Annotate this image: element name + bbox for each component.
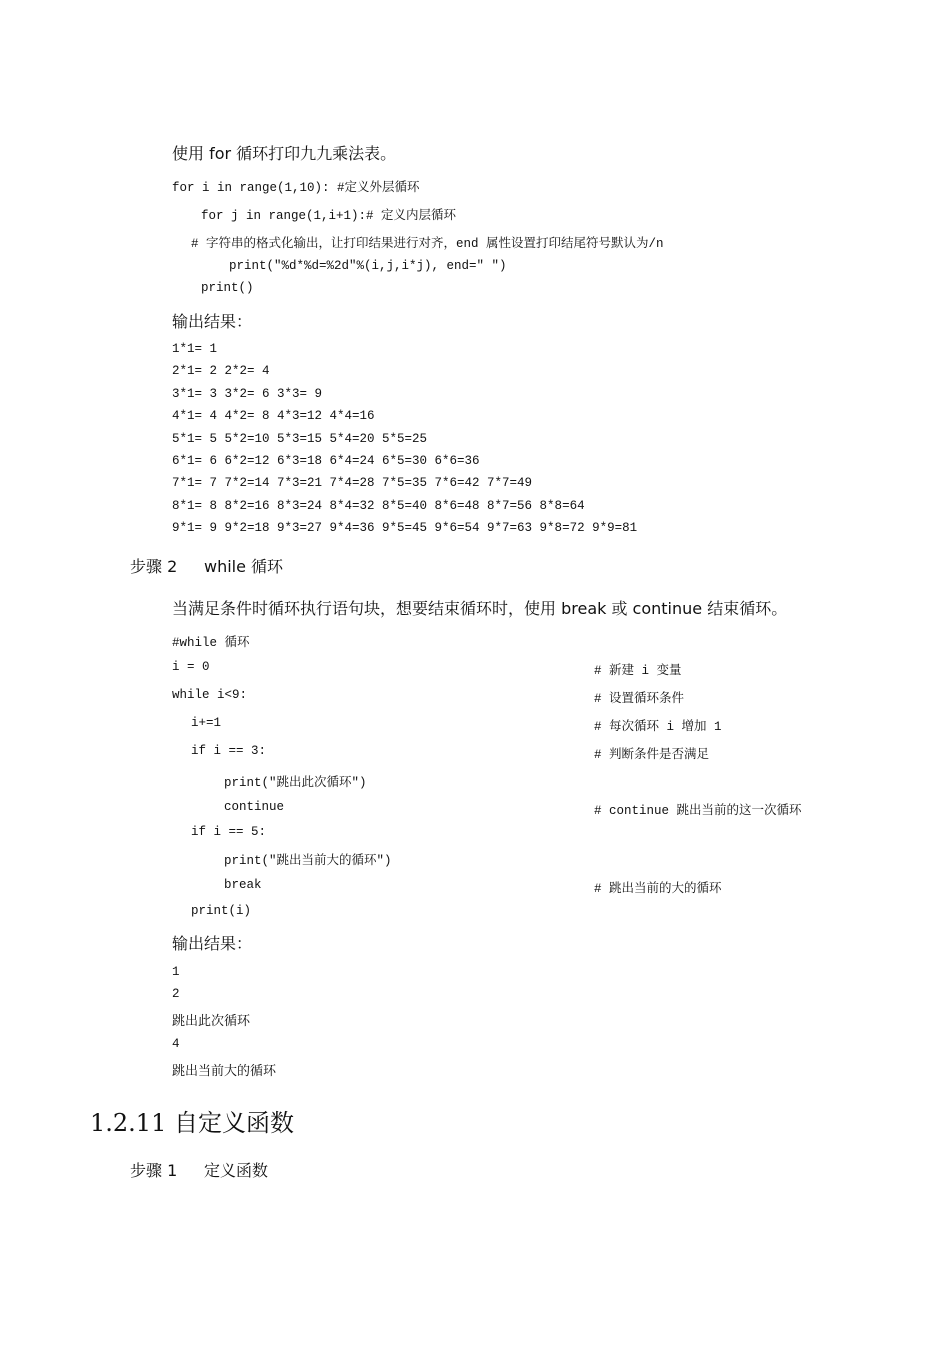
code-line: while i<9: (172, 688, 248, 702)
output-label: 输出结果： (172, 934, 253, 953)
intro-text: 使用 for 循环打印九九乘法表。 (172, 144, 397, 163)
while-intro: 当满足条件时循环执行语句块，想要结束循环时，使用 break 或 continue 结束循环。 (172, 599, 788, 618)
code-comment: # 跳出当前的大的循环 (594, 882, 722, 896)
code-line: print("跳出当前大的循环") (224, 854, 392, 868)
code-line: print("跳出此次循环") (224, 776, 367, 790)
code-line: print(i) (191, 904, 252, 918)
output-line: 6*1= 6 6*2=12 6*3=18 6*4=24 6*5=30 6*6=36 (172, 454, 480, 468)
code-line: for i in range(1,10): #定义外层循环 (172, 181, 420, 195)
output-line: 5*1= 5 5*2=10 5*3=15 5*4=20 5*5=25 (172, 432, 428, 446)
code-line: i+=1 (191, 716, 222, 730)
step2-number: 步骤 2 (130, 557, 178, 576)
step1-title: 定义函数 (204, 1161, 269, 1180)
code-line: print("%d*%d=%2d"%(i,j,i*j), end=" ") (229, 259, 507, 273)
code-line: i = 0 (172, 660, 210, 674)
output-line: 9*1= 9 9*2=18 9*3=27 9*4=36 9*5=45 9*6=54 9*7=63 9*8=72 9*9=81 (172, 521, 638, 535)
output-line: 4*1= 4 4*2= 8 4*3=12 4*4=16 (172, 409, 375, 423)
code-comment: # 每次循环 i 增加 1 (594, 720, 722, 734)
output-line: 7*1= 7 7*2=14 7*3=21 7*4=28 7*5=35 7*6=42 7*7=49 (172, 476, 533, 490)
code-line: for j in range(1,i+1):# 定义内层循环 (201, 209, 457, 223)
output-line: 1 (172, 965, 180, 979)
output-line: 2*1= 2 2*2= 4 (172, 364, 270, 378)
code-comment: # 判断条件是否满足 (594, 748, 710, 762)
output-line: 跳出当前大的循环 (172, 1064, 277, 1079)
output-line: 2 (172, 987, 180, 1001)
code-comment: # 设置循环条件 (594, 692, 685, 706)
code-line: break (224, 878, 262, 892)
code-line: #while 循环 (172, 636, 250, 650)
output-line: 4 (172, 1037, 180, 1051)
output-line: 跳出此次循环 (172, 1014, 251, 1029)
code-line: continue (224, 800, 285, 814)
output-label: 输出结果： (172, 312, 253, 331)
code-line: if i == 3: (191, 744, 267, 758)
section-heading: 1.2.11 自定义函数 (90, 1109, 294, 1137)
output-line: 1*1= 1 (172, 342, 218, 356)
code-comment: # 新建 i 变量 (594, 664, 682, 678)
code-line: print() (201, 281, 254, 295)
code-comment: # continue 跳出当前的这一次循环 (594, 804, 802, 818)
step2-title: while 循环 (204, 557, 284, 576)
output-line: 8*1= 8 8*2=16 8*3=24 8*4=32 8*5=40 8*6=48 8*7=56 8*8=64 (172, 499, 585, 513)
step1-number: 步骤 1 (130, 1161, 178, 1180)
code-line: if i == 5: (191, 825, 267, 839)
output-line: 3*1= 3 3*2= 6 3*3= 9 (172, 387, 323, 401)
code-line: # 字符串的格式化输出，让打印结果进行对齐，end 属性设置打印结尾符号默认为/n (191, 237, 664, 251)
